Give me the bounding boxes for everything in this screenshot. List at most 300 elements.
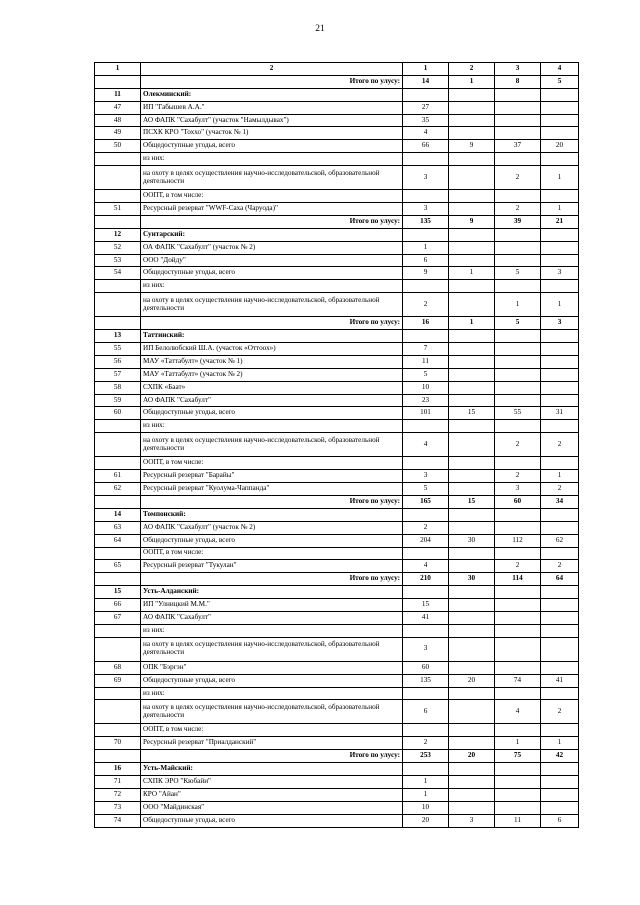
row-number-cell: 58: [95, 381, 141, 394]
value-cell: [495, 394, 541, 407]
value-cell: 3: [541, 267, 579, 280]
row-number-cell: [95, 495, 141, 508]
value-cell: 3: [403, 637, 449, 661]
table-row: [95, 267, 579, 280]
row-number-cell: [95, 700, 141, 724]
row-number-cell: [95, 166, 141, 190]
row-number-cell: 48: [95, 114, 141, 127]
value-cell: [449, 521, 495, 534]
row-number-cell: 16: [95, 763, 141, 776]
value-cell: 2: [495, 560, 541, 573]
value-cell: [541, 280, 579, 293]
table-row: [95, 661, 579, 674]
value-cell: 10: [403, 801, 449, 814]
value-cell: 1: [541, 293, 579, 317]
value-cell: 10: [403, 381, 449, 394]
value-cell: [541, 637, 579, 661]
region-row: [95, 586, 579, 599]
value-cell: [449, 343, 495, 356]
value-cell: [449, 801, 495, 814]
value-cell: 204: [403, 534, 449, 547]
value-cell: 2: [541, 483, 579, 496]
value-cell: [495, 775, 541, 788]
table-row: [95, 687, 579, 700]
table-row: [95, 101, 579, 114]
value-cell: [495, 101, 541, 114]
row-label-cell: из них:: [141, 153, 403, 166]
row-label-cell: Итого по улусу:: [141, 75, 403, 88]
row-label-cell: МАУ «Таттабулт» (участок № 2): [141, 368, 403, 381]
value-cell: [449, 381, 495, 394]
value-cell: [541, 521, 579, 534]
value-cell: 5: [495, 317, 541, 330]
value-cell: 3: [403, 166, 449, 190]
value-cell: [541, 114, 579, 127]
value-cell: [449, 586, 495, 599]
row-label-cell: Усть-Алданский:: [141, 586, 403, 599]
value-cell: 11: [403, 355, 449, 368]
row-label-cell: Томпонский:: [141, 508, 403, 521]
value-cell: [495, 330, 541, 343]
value-cell: [403, 763, 449, 776]
value-cell: 11: [495, 814, 541, 827]
value-cell: 165: [403, 495, 449, 508]
value-cell: [541, 457, 579, 470]
header-cell: 1: [95, 63, 141, 76]
row-label-cell: АО ФАПК "Сахабулт" (участок "Намылдывах"): [141, 114, 403, 127]
row-label-cell: из них:: [141, 280, 403, 293]
row-number-cell: [95, 280, 141, 293]
row-number-cell: [95, 573, 141, 586]
value-cell: 30: [449, 534, 495, 547]
row-label-cell: на охоту в целях осуществления научно-исследовательской, образовательной деятельности: [141, 166, 403, 190]
value-cell: [449, 293, 495, 317]
value-cell: 2: [495, 166, 541, 190]
value-cell: 2: [403, 737, 449, 750]
value-cell: [449, 788, 495, 801]
value-cell: [403, 228, 449, 241]
table-header-row: [95, 63, 579, 76]
value-cell: [541, 127, 579, 140]
value-cell: [403, 508, 449, 521]
row-number-cell: 50: [95, 140, 141, 153]
row-label-cell: на охоту в целях осуществления научно-исследовательской, образовательной деятельности: [141, 433, 403, 457]
value-cell: [541, 586, 579, 599]
value-cell: [541, 381, 579, 394]
row-label-cell: Общедоступные угодья, всего: [141, 407, 403, 420]
value-cell: 1: [495, 737, 541, 750]
row-label-cell: ПСХК КРО "Тоххо" (участок № 1): [141, 127, 403, 140]
table-row: [95, 433, 579, 457]
value-cell: [449, 394, 495, 407]
value-cell: [495, 114, 541, 127]
row-label-cell: Общедоступные угодья, всего: [141, 534, 403, 547]
value-cell: [541, 368, 579, 381]
row-label-cell: из них:: [141, 687, 403, 700]
value-cell: [541, 394, 579, 407]
value-cell: 9: [449, 140, 495, 153]
row-number-cell: 63: [95, 521, 141, 534]
value-cell: 1: [541, 470, 579, 483]
value-cell: [495, 637, 541, 661]
total-row: [95, 495, 579, 508]
row-number-cell: 70: [95, 737, 141, 750]
value-cell: [541, 355, 579, 368]
value-cell: [541, 343, 579, 356]
value-cell: [449, 254, 495, 267]
value-cell: [449, 190, 495, 203]
value-cell: [541, 228, 579, 241]
value-cell: 15: [403, 599, 449, 612]
value-cell: 8: [495, 75, 541, 88]
value-cell: [541, 763, 579, 776]
row-number-cell: 54: [95, 267, 141, 280]
table-row: [95, 599, 579, 612]
row-number-cell: 51: [95, 203, 141, 216]
value-cell: 9: [403, 267, 449, 280]
row-label-cell: АО ФАПК "Сахабулт": [141, 611, 403, 624]
value-cell: 15: [449, 495, 495, 508]
value-cell: [541, 190, 579, 203]
table-row: [95, 457, 579, 470]
row-label-cell: Общедоступные угодья, всего: [141, 267, 403, 280]
row-number-cell: 72: [95, 788, 141, 801]
value-cell: 210: [403, 573, 449, 586]
row-label-cell: Итого по улусу:: [141, 215, 403, 228]
total-row: [95, 573, 579, 586]
value-cell: 5: [403, 368, 449, 381]
value-cell: [449, 433, 495, 457]
value-cell: 39: [495, 215, 541, 228]
value-cell: [403, 624, 449, 637]
table-row: [95, 624, 579, 637]
value-cell: [449, 153, 495, 166]
total-row: [95, 750, 579, 763]
header-cell: 4: [541, 63, 579, 76]
row-label-cell: на охоту в целях осуществления научно-исследовательской, образовательной деятельности: [141, 637, 403, 661]
value-cell: 135: [403, 674, 449, 687]
value-cell: 74: [495, 674, 541, 687]
value-cell: 3: [403, 203, 449, 216]
value-cell: 30: [449, 573, 495, 586]
value-cell: [541, 547, 579, 560]
value-cell: 60: [403, 661, 449, 674]
value-cell: [495, 420, 541, 433]
row-label-cell: ООПТ, в том числе:: [141, 457, 403, 470]
value-cell: 2: [495, 203, 541, 216]
table-row: [95, 407, 579, 420]
value-cell: 15: [449, 407, 495, 420]
table-row: [95, 674, 579, 687]
row-label-cell: ООО "Майдинская": [141, 801, 403, 814]
value-cell: 2: [403, 293, 449, 317]
row-number-cell: 61: [95, 470, 141, 483]
row-number-cell: 59: [95, 394, 141, 407]
value-cell: [495, 280, 541, 293]
value-cell: 2: [495, 433, 541, 457]
value-cell: 64: [541, 573, 579, 586]
row-number-cell: 12: [95, 228, 141, 241]
value-cell: [541, 624, 579, 637]
value-cell: 1: [449, 75, 495, 88]
value-cell: [449, 368, 495, 381]
value-cell: [495, 190, 541, 203]
value-cell: 3: [541, 317, 579, 330]
row-label-cell: на охоту в целях осуществления научно-исследовательской, образовательной деятельности: [141, 700, 403, 724]
table-row: [95, 737, 579, 750]
value-cell: [449, 547, 495, 560]
value-cell: 75: [495, 750, 541, 763]
row-number-cell: 53: [95, 254, 141, 267]
row-number-cell: 71: [95, 775, 141, 788]
row-label-cell: Итого по улусу:: [141, 317, 403, 330]
row-label-cell: Ресурсный резерват "Приалданский": [141, 737, 403, 750]
value-cell: [449, 127, 495, 140]
value-cell: [541, 330, 579, 343]
total-row: [95, 75, 579, 88]
table-row: [95, 611, 579, 624]
row-label-cell: Ресурсный резерват "Барайы": [141, 470, 403, 483]
table-row: [95, 788, 579, 801]
value-cell: 34: [541, 495, 579, 508]
region-row: [95, 508, 579, 521]
value-cell: [403, 420, 449, 433]
row-number-cell: 62: [95, 483, 141, 496]
value-cell: [403, 330, 449, 343]
table-row: [95, 254, 579, 267]
value-cell: [449, 101, 495, 114]
row-label-cell: Сунтарский:: [141, 228, 403, 241]
row-number-cell: 52: [95, 241, 141, 254]
row-label-cell: СХПК ЭРО "Кюбайи": [141, 775, 403, 788]
row-number-cell: 68: [95, 661, 141, 674]
table-row: [95, 114, 579, 127]
value-cell: 2: [541, 560, 579, 573]
row-label-cell: Таттинский:: [141, 330, 403, 343]
table-row: [95, 394, 579, 407]
value-cell: 101: [403, 407, 449, 420]
table-row: [95, 190, 579, 203]
value-cell: 3: [495, 483, 541, 496]
row-label-cell: ООПТ, в том числе:: [141, 547, 403, 560]
region-row: [95, 228, 579, 241]
row-number-cell: 60: [95, 407, 141, 420]
row-number-cell: 49: [95, 127, 141, 140]
header-cell: 1: [403, 63, 449, 76]
value-cell: 20: [403, 814, 449, 827]
value-cell: 135: [403, 215, 449, 228]
table-row: [95, 241, 579, 254]
value-cell: 6: [403, 254, 449, 267]
value-cell: [495, 153, 541, 166]
value-cell: [449, 241, 495, 254]
value-cell: [495, 801, 541, 814]
value-cell: [403, 88, 449, 101]
value-cell: 2: [403, 521, 449, 534]
row-number-cell: 73: [95, 801, 141, 814]
value-cell: [449, 763, 495, 776]
value-cell: 3: [403, 470, 449, 483]
row-number-cell: [95, 420, 141, 433]
value-cell: [541, 241, 579, 254]
value-cell: 41: [541, 674, 579, 687]
table-row: [95, 293, 579, 317]
value-cell: 3: [449, 814, 495, 827]
value-cell: [495, 547, 541, 560]
header-cell: 3: [495, 63, 541, 76]
value-cell: 1: [403, 775, 449, 788]
row-label-cell: ООО "Дойду": [141, 254, 403, 267]
region-row: [95, 88, 579, 101]
row-label-cell: из них:: [141, 420, 403, 433]
value-cell: [449, 624, 495, 637]
value-cell: 16: [403, 317, 449, 330]
value-cell: 112: [495, 534, 541, 547]
table-row: [95, 483, 579, 496]
value-cell: [403, 586, 449, 599]
row-label-cell: Усть-Майский:: [141, 763, 403, 776]
value-cell: [541, 775, 579, 788]
table-body: [95, 75, 579, 827]
value-cell: [495, 368, 541, 381]
value-cell: [495, 241, 541, 254]
row-number-cell: [95, 293, 141, 317]
value-cell: [449, 355, 495, 368]
table-row: [95, 700, 579, 724]
header-cell: 2: [141, 63, 403, 76]
row-number-cell: [95, 433, 141, 457]
table-row: [95, 153, 579, 166]
row-label-cell: Итого по улусу:: [141, 573, 403, 586]
value-cell: [541, 420, 579, 433]
row-label-cell: Итого по улусу:: [141, 750, 403, 763]
table-row: [95, 280, 579, 293]
row-label-cell: Итого по улусу:: [141, 495, 403, 508]
row-label-cell: ООПТ, в том числе:: [141, 190, 403, 203]
value-cell: [495, 624, 541, 637]
row-number-cell: 69: [95, 674, 141, 687]
value-cell: [495, 521, 541, 534]
row-label-cell: Ресурсный резерват "WWF-Саха (Чаруода)": [141, 203, 403, 216]
table-row: [95, 801, 579, 814]
value-cell: 2: [541, 700, 579, 724]
value-cell: [403, 547, 449, 560]
value-cell: [449, 166, 495, 190]
value-cell: 20: [449, 674, 495, 687]
value-cell: [403, 280, 449, 293]
row-number-cell: 15: [95, 586, 141, 599]
value-cell: [403, 153, 449, 166]
value-cell: [495, 457, 541, 470]
table-row: [95, 355, 579, 368]
value-cell: 7: [403, 343, 449, 356]
row-label-cell: ИП "Улницкий М.М.": [141, 599, 403, 612]
table-row: [95, 814, 579, 827]
page-number: 21: [315, 24, 325, 34]
row-label-cell: ОПК "Бэргэн": [141, 661, 403, 674]
table-row: [95, 140, 579, 153]
value-cell: 23: [403, 394, 449, 407]
value-cell: [495, 343, 541, 356]
value-cell: [449, 280, 495, 293]
row-label-cell: Олекминский:: [141, 88, 403, 101]
row-number-cell: [95, 457, 141, 470]
value-cell: [495, 788, 541, 801]
row-number-cell: 65: [95, 560, 141, 573]
row-label-cell: АО ФАПК "Сахабулт": [141, 394, 403, 407]
value-cell: [449, 88, 495, 101]
value-cell: 1: [541, 203, 579, 216]
row-label-cell: МАУ «Таттабулт» (участок № 1): [141, 355, 403, 368]
row-number-cell: [95, 317, 141, 330]
row-label-cell: ИП "Габышев А.А.": [141, 101, 403, 114]
value-cell: [495, 724, 541, 737]
value-cell: 1: [541, 166, 579, 190]
value-cell: [449, 483, 495, 496]
value-cell: 37: [495, 140, 541, 153]
value-cell: [541, 254, 579, 267]
value-cell: 1: [541, 737, 579, 750]
value-cell: [495, 381, 541, 394]
row-number-cell: [95, 750, 141, 763]
header-cell: 2: [449, 63, 495, 76]
row-number-cell: 47: [95, 101, 141, 114]
value-cell: [449, 560, 495, 573]
row-number-cell: 11: [95, 88, 141, 101]
table-row: [95, 203, 579, 216]
value-cell: 21: [541, 215, 579, 228]
value-cell: [449, 637, 495, 661]
value-cell: [449, 775, 495, 788]
value-cell: [541, 599, 579, 612]
value-cell: [541, 801, 579, 814]
value-cell: [449, 457, 495, 470]
value-cell: [541, 153, 579, 166]
row-label-cell: ОА ФАПК "Сахабулт" (участок № 2): [141, 241, 403, 254]
row-number-cell: 74: [95, 814, 141, 827]
value-cell: [495, 228, 541, 241]
row-number-cell: 66: [95, 599, 141, 612]
value-cell: [449, 661, 495, 674]
row-number-cell: [95, 547, 141, 560]
table-row: [95, 368, 579, 381]
value-cell: [495, 687, 541, 700]
row-number-cell: [95, 637, 141, 661]
value-cell: 14: [403, 75, 449, 88]
value-cell: 4: [403, 433, 449, 457]
row-number-cell: 67: [95, 611, 141, 624]
value-cell: [541, 508, 579, 521]
value-cell: 41: [403, 611, 449, 624]
value-cell: 2: [541, 433, 579, 457]
value-cell: [495, 611, 541, 624]
row-number-cell: [95, 153, 141, 166]
table-row: [95, 547, 579, 560]
row-label-cell: Общедоступные угодья, всего: [141, 814, 403, 827]
value-cell: [449, 599, 495, 612]
row-number-cell: 14: [95, 508, 141, 521]
table-row: [95, 775, 579, 788]
value-cell: [403, 190, 449, 203]
row-number-cell: 13: [95, 330, 141, 343]
total-row: [95, 215, 579, 228]
value-cell: 62: [541, 534, 579, 547]
value-cell: [541, 88, 579, 101]
value-cell: [449, 114, 495, 127]
row-number-cell: [95, 687, 141, 700]
value-cell: 6: [403, 700, 449, 724]
row-number-cell: 55: [95, 343, 141, 356]
